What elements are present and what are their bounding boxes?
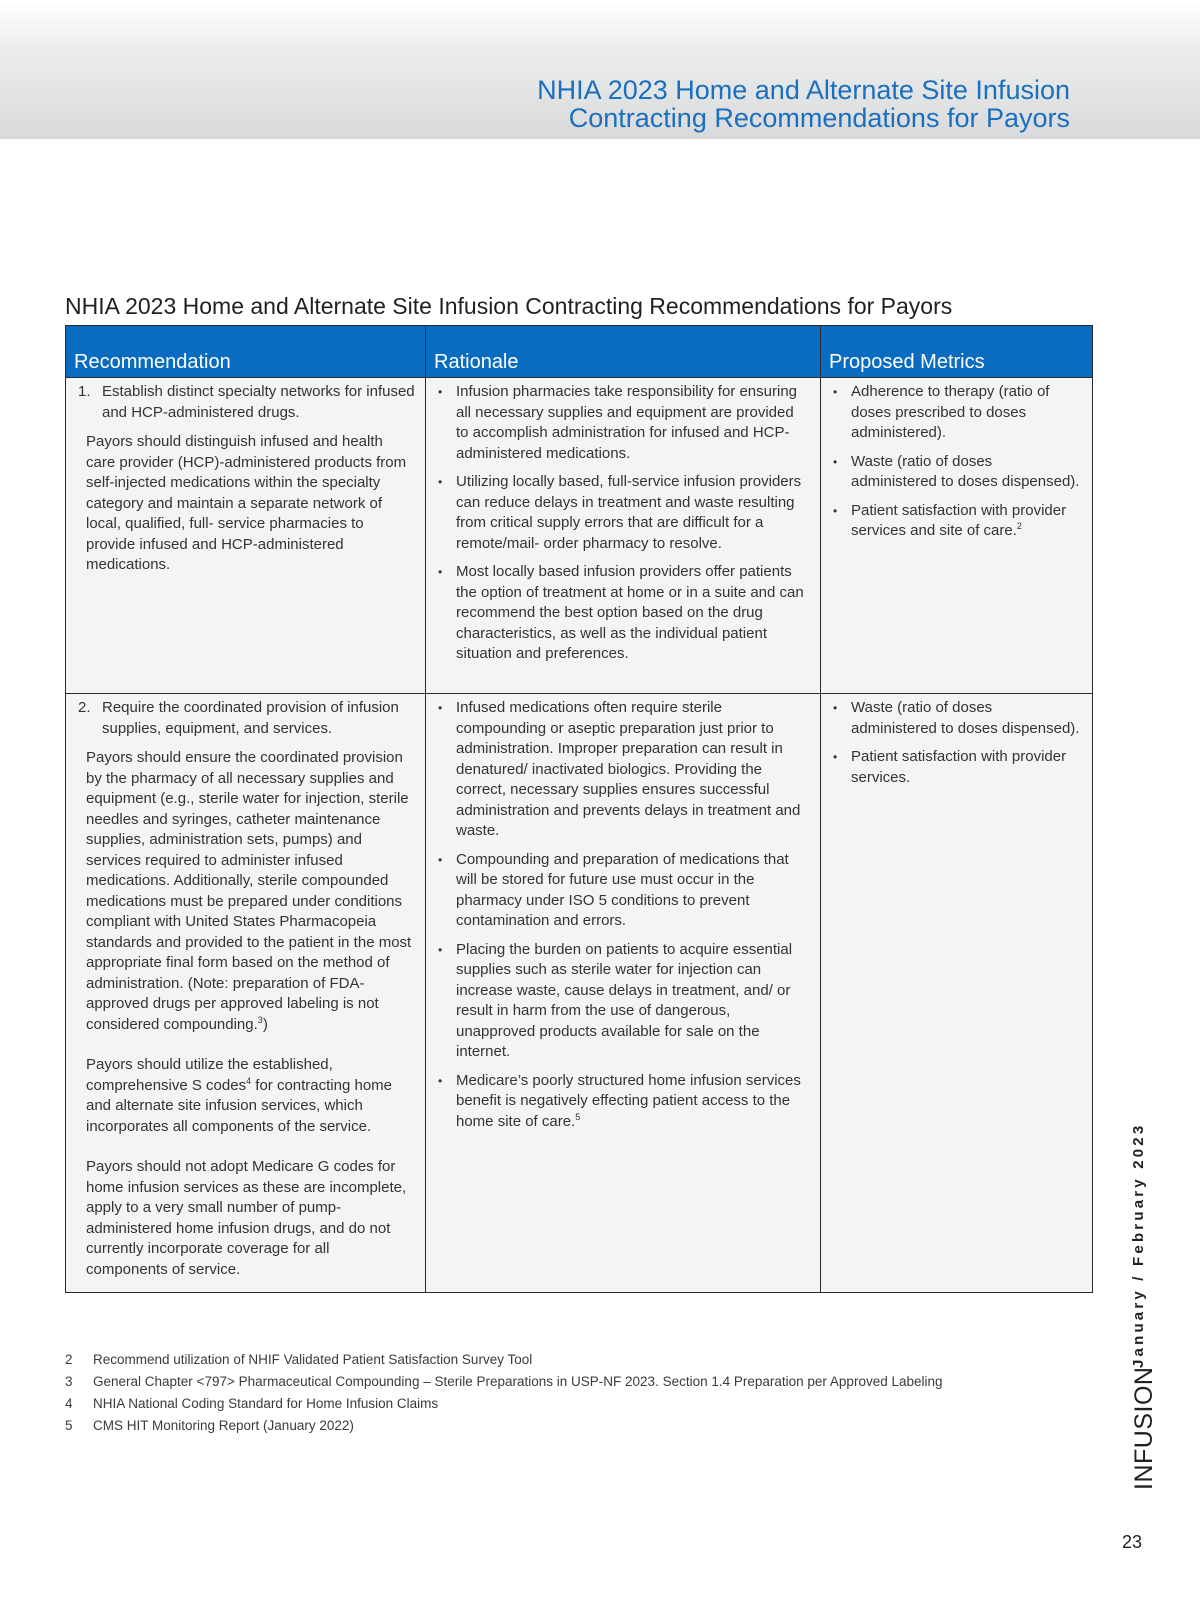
rationale-list xyxy=(436,382,810,665)
metric-item: • Adherence to therapy (ratio of doses prescribed to doses administered). xyxy=(831,382,1082,444)
table-title: NHIA 2023 Home and Alternate Site Infusion Contracting Recommendations for Payors xyxy=(65,293,953,319)
footnote-number: 3 xyxy=(65,1374,73,1389)
footnote-ref-3: 3 xyxy=(257,1014,263,1025)
recommendation-number: 2. xyxy=(78,699,91,716)
rationale-cell xyxy=(426,694,821,1293)
metrics-list xyxy=(831,382,1082,542)
page-number: 23 xyxy=(1122,1532,1143,1552)
rationale-cell xyxy=(426,378,821,694)
rationale-item: • Infused medications often require sterile compounding or aseptic preparation just prior to administration. Improper preparation can result in denatured/ inactivated biologics. Providing the correct, necessary supplies ensures successful administration and prevents delays in treatment and waste. xyxy=(436,698,810,842)
rationale-item: • Placing the burden on patients to acquire essential supplies such as sterile water for injection can increase waste, cause delays in treatment, and/ or result in harm from the use of dangerous, unapproved products available for sale on the internet. xyxy=(436,940,810,1063)
footnote-ref-5: 5 xyxy=(575,1111,581,1122)
table-row xyxy=(66,694,1093,1293)
column-header-rationale: Rationale xyxy=(426,326,821,378)
recommendation-heading-text: Require the coordinated provision of infusion supplies, equipment, and services. xyxy=(102,699,399,737)
footnote xyxy=(65,1396,943,1418)
recommendation-number: 1. xyxy=(78,383,91,400)
footnote xyxy=(65,1418,943,1440)
paragraph-text-end: for contracting home and alternate site infusion services, which incorporates all components of the service. xyxy=(86,1076,393,1135)
paragraph-text: Payors should ensure the coordinated provision by the pharmacy of all necessary supplies and equipment (e.g., sterile water for injection, sterile needles and syringes, catheter maintenance supplies, administration sets, pumps) and services required to administer infused medications. Additionally, sterile compounded medications must be prepared under conditions compliant with United States Pharmacopeia standards and provided to the patient in the most appropriate final form based on the method of administration. (Note: preparation of FDA-approved drugs per approved labeling is not considered compounding. xyxy=(86,749,412,1033)
footnote-text: Recommend utilization of NHIF Validated Patient Satisfaction Survey Tool xyxy=(93,1352,533,1367)
column-header-recommendation: Recommendation xyxy=(66,326,426,378)
recommendation-paragraph xyxy=(86,748,415,1035)
footnote-ref-2: 2 xyxy=(1016,521,1022,531)
table-row xyxy=(66,378,1093,694)
metric-item: • Patient satisfaction with provider services. xyxy=(831,747,1082,788)
rationale-item: • Most locally based infusion providers offer patients the option of treatment at home or in a suite and can recommend the best option based on the drug characteristics, as well as the individual patient situation and preferences. xyxy=(436,562,810,665)
column-header-proposed-metrics: Proposed Metrics xyxy=(821,326,1093,378)
footnote-number: 4 xyxy=(65,1396,73,1411)
footnote-text: General Chapter <797> Pharmaceutical Compounding – Sterile Preparations in USP-NF 2023. Section 1.4 Preparation per Approved Labeling xyxy=(93,1374,943,1389)
recommendation-paragraph: Payors should not adopt Medicare G codes for home infusion services as these are incomplete, apply to a very small number of pump-administered home infusion drugs, and do not currently incorporate coverage for all components of service. xyxy=(86,1158,407,1278)
infusion-logo: INFUSION xyxy=(1130,1366,1158,1490)
recommendation-cell xyxy=(66,694,426,1293)
rationale-text: Medicare’s poorly structured home infusion services benefit is negatively effecting patient access to the home site of care. xyxy=(456,1071,801,1130)
footnote-text: CMS HIT Monitoring Report (January 2022) xyxy=(93,1418,354,1433)
metrics-cell xyxy=(821,378,1093,694)
table-header-row xyxy=(66,326,1093,378)
recommendations-table xyxy=(65,325,1093,1293)
recommendation-cell xyxy=(66,378,426,694)
rationale-item: • Infusion pharmacies take responsibility for ensuring all necessary supplies and equipment are provided to accomplish administration for infused and HCP- administered medications. xyxy=(436,382,810,464)
metrics-list xyxy=(831,698,1082,788)
paragraph-text: Payors should utilize the established, comprehensive S codes xyxy=(86,1056,333,1094)
header-title xyxy=(537,76,1070,132)
recommendation-heading xyxy=(76,382,415,423)
metric-item: • Waste (ratio of doses administered to doses dispensed). xyxy=(831,452,1082,493)
header-title-line2: Contracting Recommendations for Payors xyxy=(568,103,1070,133)
paragraph-text-end: ) xyxy=(262,1015,268,1033)
footnotes xyxy=(65,1352,943,1440)
metric-item: • Waste (ratio of doses administered to doses dispensed). xyxy=(831,698,1082,739)
footnote-number: 2 xyxy=(65,1352,73,1367)
recommendation-paragraph xyxy=(86,1055,415,1137)
recommendation-paragraph: Payors should distinguish infused and health care provider (HCP)-administered products from self-injected medications within the specialty category and maintain a separate network of local, qualified, full- service pharmacies to provide infused and HCP-administered medications. xyxy=(86,433,407,573)
rationale-list xyxy=(436,698,810,1132)
rationale-item: • Compounding and preparation of medications that will be stored for future use must occur in the pharmacy under ISO 5 conditions to prevent contamination and errors. xyxy=(436,850,810,932)
recommendation-heading xyxy=(76,698,415,739)
footnote-number: 5 xyxy=(65,1418,73,1433)
issue-date: January / February 2023 xyxy=(1130,1122,1147,1368)
metrics-cell xyxy=(821,694,1093,1293)
footnote xyxy=(65,1352,943,1374)
recommendation-heading-text: Establish distinct specialty networks for infused and HCP-administered drugs. xyxy=(102,383,415,421)
header-title-line1: NHIA 2023 Home and Alternate Site Infusion xyxy=(537,75,1070,105)
rationale-item xyxy=(436,1071,810,1133)
metric-text: Patient satisfaction with provider services and site of care. xyxy=(851,501,1067,539)
footnote-ref-4: 4 xyxy=(246,1075,252,1086)
footnote-text: NHIA National Coding Standard for Home Infusion Claims xyxy=(93,1396,439,1411)
metric-item xyxy=(831,501,1082,542)
rationale-item: • Utilizing locally based, full-service infusion providers can reduce delays in treatment and waste resulting from critical supply errors that are difficult for a remote/mail- order pharmacy to resolve. xyxy=(436,472,810,554)
footnote xyxy=(65,1374,943,1396)
